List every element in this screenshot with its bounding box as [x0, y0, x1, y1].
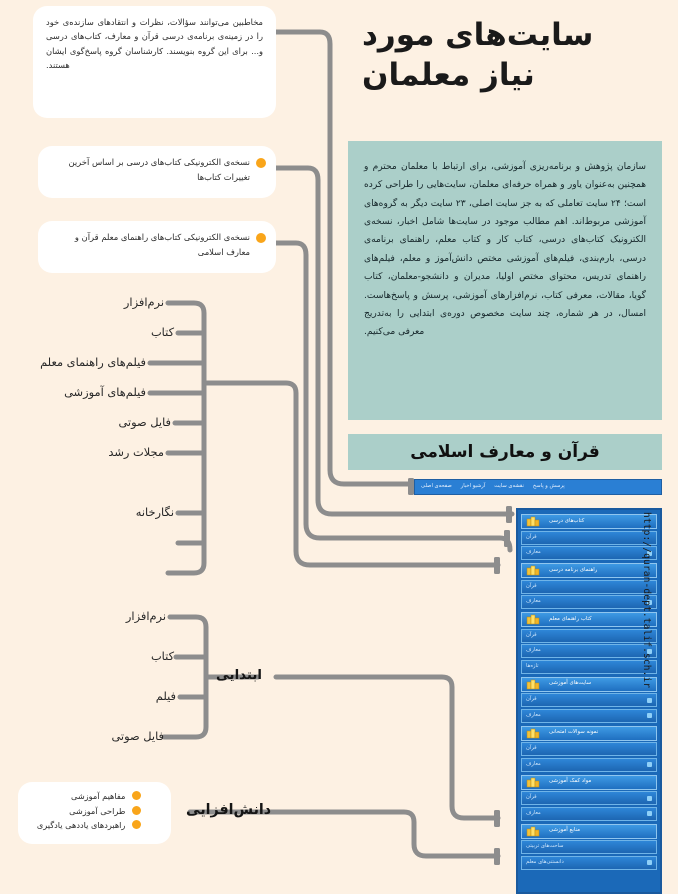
feedback-callout	[33, 6, 276, 118]
menu-sub-label: قرآن	[526, 582, 537, 589]
website-url: http://quran-dept.talif.sch.ir	[641, 512, 652, 689]
menu-sub-label: معارف	[526, 711, 541, 718]
books-icon	[526, 777, 540, 788]
knowledge-callout	[18, 782, 171, 844]
website-nav-bar[interactable]	[414, 479, 662, 495]
page-title-line-1: سایت‌های مورد	[362, 17, 594, 53]
tree-item-audio-file: فایل صوتی	[118, 415, 171, 429]
menu-sub-badge	[647, 713, 652, 718]
knowledge-item-label: راهبردهای یاددهی یادگیری	[36, 820, 126, 831]
menu-sub-item[interactable]	[521, 595, 657, 609]
menu-sub-label: دانستنی‌های معلم	[526, 858, 564, 865]
bullet-dot-icon	[256, 233, 266, 243]
menu-group-header[interactable]	[521, 677, 657, 692]
menu-group-header[interactable]	[521, 563, 657, 578]
feedback-callout-text: مخاطبین می‌توانند سؤالات، نظرات و انتقادهای سازنده‌ی خود را در زمینه‌ی برنامه‌ی درسی قرآن و معارف، کتاب‌های درسی و... برای این گروه بنویسند. کارشناسان گروه پاسخ‌گوی ایشان هستند.	[46, 17, 263, 70]
menu-group	[521, 824, 657, 870]
menu-group-header[interactable]	[521, 514, 657, 529]
menu-sub-label: تازه‌ها	[526, 662, 539, 669]
menu-group-header[interactable]	[521, 775, 657, 790]
menu-sub-item[interactable]	[521, 840, 657, 854]
section-heading	[348, 434, 662, 470]
menu-group	[521, 563, 657, 609]
menu-group-title: راهنمای برنامه درسی	[549, 566, 598, 573]
menu-sub-item[interactable]	[521, 856, 657, 870]
tree-item-elem-film: فیلم	[155, 689, 176, 703]
nav-item-sitemap[interactable]: نقشه‌ی سایت	[494, 483, 524, 490]
menu-sub-label: معارف	[526, 760, 541, 767]
menu-group-title: نمونه سوالات امتحانی	[549, 729, 599, 736]
menu-group-title: کتاب‌های درسی	[549, 517, 585, 524]
menu-group-header[interactable]	[521, 824, 657, 839]
bullet-dot-icon	[256, 158, 266, 168]
tree-item-elem-book: کتاب	[150, 649, 174, 663]
menu-group	[521, 775, 657, 821]
menu-group	[521, 726, 657, 772]
books-icon	[526, 516, 540, 527]
menu-group-title: منابع آموزشی	[549, 827, 581, 834]
page-title	[362, 16, 662, 95]
menu-sub-label: معارف	[526, 647, 541, 654]
etextbook-callout-text: نسخه‌ی الکترونیکی کتاب‌های درسی بر اساس آخرین تغییرات کتاب‌ها	[68, 157, 250, 182]
menu-group	[521, 612, 657, 674]
knowledge-item-label: طراحی آموزشی	[69, 805, 126, 816]
menu-sub-label: معارف	[526, 598, 541, 605]
menu-sub-badge	[647, 796, 652, 801]
menu-sub-item[interactable]	[521, 758, 657, 772]
menu-sub-label: معارف	[526, 549, 541, 556]
menu-sub-item[interactable]	[521, 531, 657, 545]
menu-sub-item[interactable]	[521, 580, 657, 594]
teacherguide-callout	[38, 221, 276, 273]
menu-sub-badge	[647, 762, 652, 767]
menu-group-header[interactable]	[521, 612, 657, 627]
menu-sub-item[interactable]	[521, 742, 657, 756]
nav-item-faq[interactable]: پرسش و پاسخ	[532, 483, 565, 490]
tree-item-elem-audio-file: فایل صوتی	[111, 729, 164, 743]
teacherguide-callout-text: نسخه‌ی الکترونیکی کتاب‌های راهنمای معلم قرآن و معارف اسلامی	[74, 232, 250, 257]
books-icon	[526, 565, 540, 576]
group-label-elementary: ابتدایی	[216, 668, 262, 683]
menu-sub-badge	[647, 811, 652, 816]
menu-group	[521, 677, 657, 723]
knowledge-item	[26, 818, 145, 833]
page-title-line-2: نیاز معلمان	[362, 56, 535, 93]
section-heading-label: قرآن و معارف اسلامی	[410, 442, 600, 462]
menu-sub-label: ساحت‌های تربیتی	[526, 843, 564, 850]
tree-item-book: کتاب	[150, 325, 174, 339]
menu-sub-item[interactable]	[521, 629, 657, 643]
menu-sub-label: معارف	[526, 809, 541, 816]
menu-group-title: کتاب راهنمای معلم	[549, 615, 592, 622]
menu-sub-label: قرآن	[526, 696, 537, 703]
tree-item-software: نرم‌افزار	[123, 295, 164, 309]
menu-sub-label: قرآن	[526, 794, 537, 801]
bullet-dot-icon	[132, 791, 141, 800]
menu-sub-item[interactable]	[521, 709, 657, 723]
menu-sub-item[interactable]	[521, 546, 657, 560]
menu-sub-item[interactable]	[521, 644, 657, 658]
tree-item-teacher-guide-films: فیلم‌های راهنمای معلم	[40, 355, 146, 369]
knowledge-item	[26, 789, 145, 804]
books-icon	[526, 826, 540, 837]
tree-item-educational-films: فیلم‌های آموزشی	[64, 385, 146, 399]
books-icon	[526, 614, 540, 625]
menu-group-title: سایت‌های آموزشی	[549, 680, 592, 687]
nav-item-home[interactable]: صفحه‌ی اصلی	[421, 483, 452, 490]
menu-sub-label: قرآن	[526, 533, 537, 540]
etextbook-callout	[38, 146, 276, 198]
group-label-knowledge: دانش‌افزایی	[186, 802, 272, 818]
menu-sub-item[interactable]	[521, 791, 657, 805]
nav-item-archive[interactable]: آرشیو اخبار	[460, 483, 486, 490]
intro-paragraph: سازمان پژوهش و برنامه‌ریزی آموزشی، برای ارتباط با معلمان محترم و همچنین به‌عنوان یاور و همراه حرفه‌ای معلمان، سایت‌هایی را طراحی کرده است؛ ۲۴ سایت تعاملی که به جز سایت اصلی، ۲۳ سایت دیگر به گروه‌های آموزشی مربوط‌اند. اهم مطالب موجود در سایت‌ها شامل اخبار، نسخه‌ی الکترونیک کتاب‌های درسی، کتاب کار و کتاب معلم، راهنمای برنامه‌ی درسی، بارم‌بندی، فیلم‌های آموزشی مختص دانش‌آموز و معلم، فیلم‌های راهنمای تدریس، محتوای مختص اولیا، مدیران و دانشجو-معلمان، کتاب گویا، مقالات، معرفی کتاب، نرم‌افزارهای آموزشی، پرسش و پاسخ‌هاست. امسال، در هر شماره، چند سایت مخصوص دوره‌ی ابتدایی را به‌تدریج معرفی می‌کنیم.	[348, 141, 662, 420]
bullet-dot-icon	[132, 820, 141, 829]
tree-item-roshd-magazines: مجلات رشد	[108, 445, 164, 459]
bullet-dot-icon	[132, 806, 141, 815]
books-icon	[526, 728, 540, 739]
tree-item-elem-software: نرم‌افزار	[125, 609, 166, 623]
menu-sub-item[interactable]	[521, 807, 657, 821]
menu-sub-item[interactable]	[521, 693, 657, 707]
menu-group	[521, 514, 657, 560]
menu-group-title: مواد کمک آموزشی	[549, 778, 592, 785]
knowledge-item	[26, 804, 145, 819]
knowledge-item-label: مفاهیم آموزشی	[71, 791, 126, 801]
menu-sub-item[interactable]	[521, 660, 657, 674]
tree-item-gallery: نگارخانه	[135, 505, 174, 519]
menu-sub-label: قرآن	[526, 631, 537, 638]
books-icon	[526, 679, 540, 690]
menu-sub-label: قرآن	[526, 745, 537, 752]
menu-sub-badge	[647, 860, 652, 865]
menu-group-header[interactable]	[521, 726, 657, 741]
